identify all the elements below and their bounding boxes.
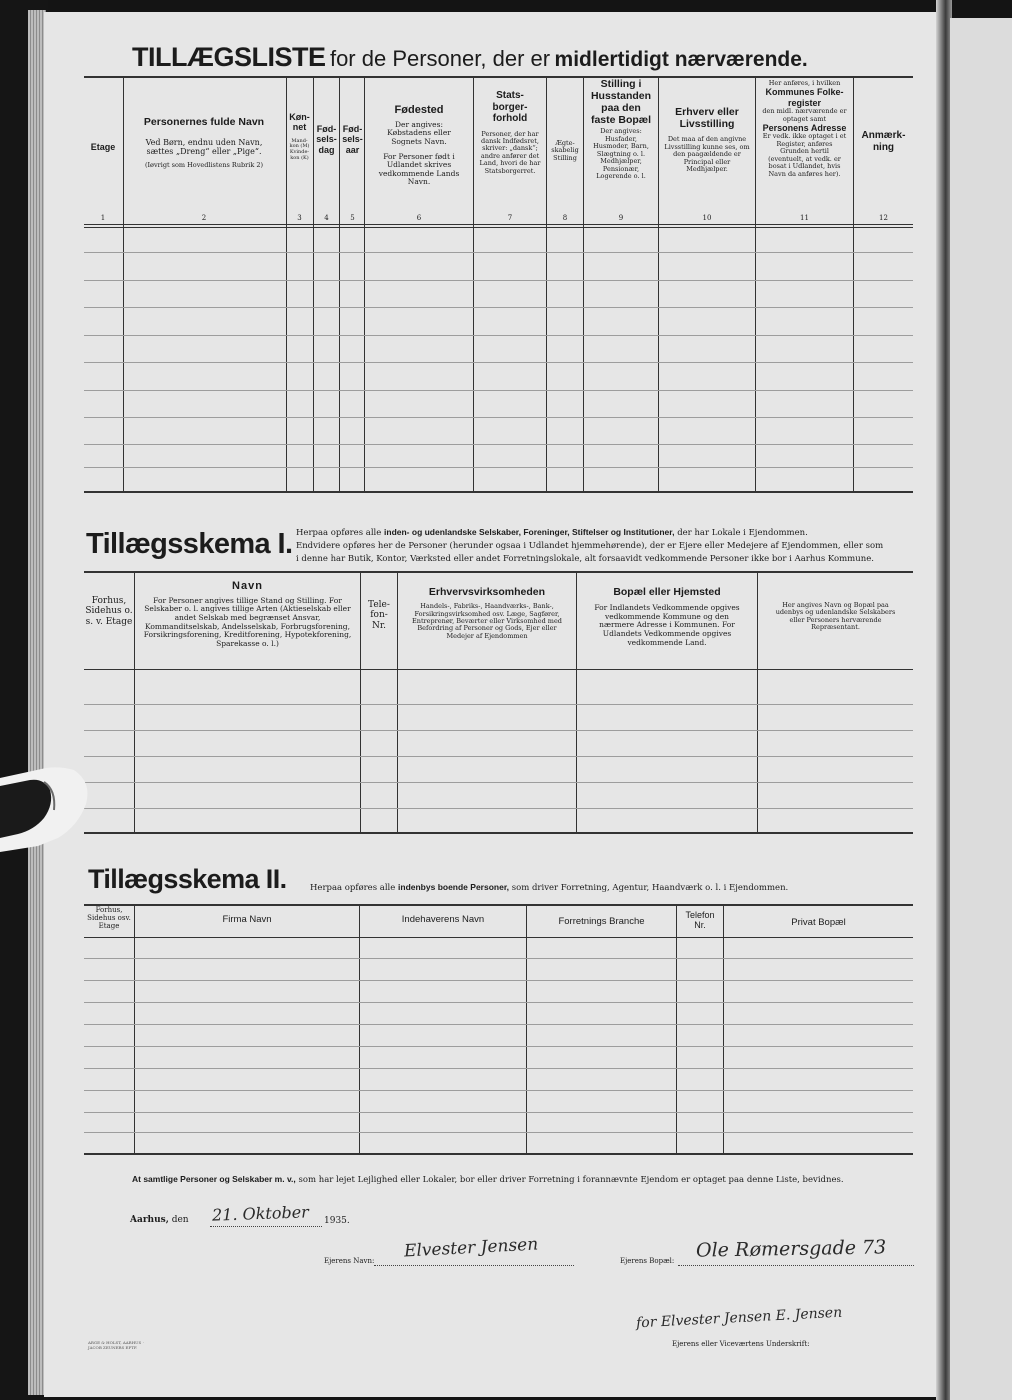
skema2-intro-c: som driver Forretning, Agentur, Haandværk o. l. i Ejendommen. [511,883,789,893]
t1-col5-num: 5 [350,214,355,222]
t1-col11-pre: Her anføres, i hvilken [768,79,841,87]
s1-col5-sub: For Indlandets Vedkommende opgives vedkommende Kommune og den nærmere Adresse i Kommunen. For Udlandets Vedkommende opgives vedkommende Land. [594,603,740,647]
skema2-top-rule [84,904,913,906]
t1cols-divider [546,76,547,491]
s1rows-row-line [84,704,913,705]
skema1-intro-1a: Herpaa opføres alle [296,528,382,538]
t1rows-row-line [84,252,913,253]
s2-col1-title: Forhus, Sidehus osv. Etage [87,906,131,931]
s2cols-divider [134,904,135,1153]
t1-col7-num: 7 [507,214,513,222]
skema1-intro-1c: der har Lokale i Ejendommen. [677,528,808,538]
s1rows-row-line [84,756,913,757]
declaration [132,1174,844,1185]
s1rows-row-line [84,782,913,783]
s1-col2-header [135,580,360,648]
skema2-intro-b: indenbys boende Personer, [398,882,510,892]
date-handwritten: 21. Oktober [211,1202,310,1225]
t1-col8-num: 8 [562,214,568,222]
s1-col2-sub: For Personer angives tillige Stand og Stilling. For Selskaber o. l. angives tillige Arten (Aktieselskab eller andet Selskab med begrænset Ansvar, Kommanditselskab, Andelsselskab, Forbrugsforening, Forsikringsforening, Kreditforening, Hypotekforening, Sparekasse o. l.) [143,595,352,648]
s1-col4-header [398,586,576,640]
t1-col2-header [124,116,284,170]
signature-label: Ejerens eller Viceværtens Underskrift: [672,1340,810,1348]
s2-col3-title: Indehaverens Navn [401,914,485,925]
s2-col4-title: Forretnings Branche [558,916,645,927]
t1-col1-num: 1 [100,214,106,222]
skema1-title: Tillægsskema I. [86,528,293,560]
skema2-intro-a: Herpaa opføres alle [310,883,396,893]
t1-col10-sub: Det maa af den angivne Livsstilling kunne ses, om den paagældende er Principal eller Medhjælper. [664,135,750,173]
t1-col6-sub: Der angives: Købstadens eller Sognets Navn. [387,119,451,146]
t1-col3-sub: Mand-kon (M) Kvinde-kon (K) [289,137,310,161]
table1-header-rule-2 [84,227,913,228]
title-bold-2: midlertidigt nærværende. [554,48,808,71]
t1-col8-sub: Ægte-skabelig Stilling [551,139,579,162]
year: 1935. [324,1216,350,1226]
skema2-header-rule [84,937,913,938]
s1-col1-title: Forhus, Sidehus o. s. v. Etage [85,596,133,627]
t1-col5-title: Fød-sels-aar [342,124,363,155]
date-dotline [210,1226,322,1227]
declaration-rest: som har lejet Lejlighed eller Lokaler, bor eller driver Forretning i forannævnte Ejendom er optaget paa denne Liste, bevidnes. [298,1175,844,1185]
t1-col2-title: Personernes fulde Navn [143,116,265,128]
t1rows-row-line [84,307,913,308]
t1-col3-title: Køn-net [289,112,310,133]
t1-col11-num: 11 [800,214,809,222]
t1-col6-header [365,104,473,187]
t1-col7-sub: Personer, der har dansk Indfødsret, skriver: „dansk“; andre anfører det Land, hvori de har Statsborgerret. [479,129,541,175]
t1-col3-header [287,112,312,162]
s1-col3-title: Tele-fon-Nr. [368,600,390,631]
s1rows-row-line [84,808,913,809]
t1-col2-num: 2 [201,214,207,222]
skema1-header-rule [84,669,913,670]
skema1-intro-1b: inden- og udenlandske Selskaber, Foreninger, Stiftelser og Institutioner, [384,527,675,537]
s1-col5-title: Bopæl eller Hjemsted [613,586,721,598]
skema1-intro-line1 [296,526,916,540]
printer-mark: ARGE & HOLST, AARHUS · JACOB ZEUNERS EFTF. [88,1340,144,1351]
skema1-intro [296,526,916,565]
table1-header-rule [84,224,913,225]
s2cols-divider [526,904,527,1153]
s2rows-row-line [84,1024,913,1025]
table1-bottom-rule [84,491,913,493]
t1-col11-title: Kommunes Folke-register [765,87,844,108]
t1-col1-title: Etage [90,142,116,152]
skema1-bottom-rule [84,832,913,834]
t1-col4-num: 4 [324,214,329,222]
t1-col12-num: 12 [879,214,888,222]
t1-col7-header [474,90,546,175]
s2rows-row-line [84,1002,913,1003]
s2rows-row-line [84,1068,913,1069]
den-label: den [171,1215,189,1225]
t1-col9-title: Stilling i Husstanden paa den faste Bopæl [590,78,652,127]
t1-col9-num: 9 [618,214,624,222]
date-line [130,1215,189,1225]
t1-col6-num: 6 [416,214,422,222]
owner-addr-handwritten: Ole Rømersgade 73 [695,1236,887,1262]
skema1-intro-line3: i denne har Butik, Kontor, Værksted eller andet Forretningslokale, alt forsaavidt vedkommende Personer ikke bor i Aarhus Kommune. [296,553,874,564]
signature-handwritten: for Elvester Jensen E. Jensen [635,1304,843,1332]
t1-col9-sub: Der angives: Husfader, Husmoder, Barn, Slægtning o. l. Medhjælper, Pensionær, Logerende o. l. [593,127,649,181]
t1-col3-num: 3 [297,214,302,222]
s2-col2-title: Firma Navn [222,914,272,925]
t1-col7-title: Stats-borger-forhold [492,90,528,124]
s2cols-divider [359,904,360,1153]
owner-addr-label: Ejerens Bopæl: [620,1257,675,1265]
s1rows-row-line [84,730,913,731]
s2rows-row-line [84,1046,913,1047]
s2rows-row-line [84,958,913,959]
skema1-intro-line2: Endvidere opføres her de Personer (herunder ogsaa i Udlandet hjemmehørende), der er Ejere eller Medejere af Ejendommen, eller som [296,540,884,551]
s1-col6-header [758,602,913,632]
t1-col11-title2: Personens Adresse [762,123,847,134]
t1rows-row-line [84,280,913,281]
s1-col6-sub: Her angives Navn og Bopæl paa udenbys og udenlandske Selskabers eller Personers herværende Repræsentant. [775,601,896,632]
owner-addr-dotline [678,1265,914,1266]
s1-col5-header [577,586,757,647]
t1-col11-mid: den midl. nærværende er optaget samt [762,107,847,123]
owner-name-label: Ejerens Navn: [324,1257,375,1265]
t1-col12-title: Anmærk-ning [861,130,906,153]
t1rows-row-line [84,444,913,445]
s1-col4-sub: Handels-, Fabriks-, Haandværks-, Bank-, Forsikringsvirksomhed osv. Læge, Sagfører, Entreprenør, Beværter eller Virksomhed med Befordring af Personer og Gods, Ejer eller Medejer af Ejendommen [412,602,562,640]
owner-name-dotline [374,1265,574,1266]
title-bold: TILLÆGSLISTE [132,42,326,72]
s2rows-row-line [84,1132,913,1133]
skema2-intro [310,882,788,893]
t1-col2-note: (Iøvrigt som Hovedlistens Rubrik 2) [144,161,264,170]
facing-page [950,18,1012,1400]
declaration-bold: At samtlige Personer og Selskaber m. v., [132,1174,296,1184]
t1rows-row-line [84,335,913,336]
skema2-title: Tillægsskema II. [88,864,287,894]
s2cols-divider [723,904,724,1153]
t1rows-row-line [84,417,913,418]
skema1-top-rule [84,571,913,573]
table1-top-rule [84,76,913,78]
owner-name-handwritten: Elvester Jensen [403,1234,539,1262]
register-page [44,12,938,1397]
list-title [132,42,808,73]
t1-col11-sub: Er vedk. ikke optaget i et Register, anføres Grunden hertil (eventuelt, at vedk. er bosat i Udlandet, hvis Navn da anføres her). [762,132,847,178]
t1-col11-header [756,80,853,178]
s2rows-row-line [84,1090,913,1091]
t1-col10-title: Erhverv eller Livsstilling [675,106,739,131]
t1-col10-num: 10 [702,214,712,222]
t1rows-row-line [84,467,913,468]
s2rows-row-line [84,980,913,981]
s2cols-divider [676,904,677,1153]
t1-col4-title: Fød-sels-dag [316,124,337,155]
s2-col6-title: Privat Bopæl [791,917,846,928]
binder-clip-icon [0,760,92,852]
title-middle: for de Personer, der er [329,46,551,71]
t1-col9-header [584,78,658,181]
s1-col4-title: Erhvervsvirksomheden [428,586,546,598]
t1rows-row-line [84,390,913,391]
s1-col2-title: Navn [232,580,263,592]
s2rows-row-line [84,1112,913,1113]
t1-col6-note: For Personer født i Udlandet skrives vedkommende Lands Navn. [378,151,460,187]
city: Aarhus, [130,1215,169,1225]
s2-col5-title: Telefon Nr. [685,910,715,931]
t1rows-row-line [84,362,913,363]
skema2-bottom-rule [84,1153,913,1155]
t1-col6-title: Fødested [394,104,444,116]
t1-col2-sub: Ved Børn, endnu uden Navn, sættes „Dreng“ eller „Pige“. [145,138,263,157]
t1-col10-header [659,106,755,173]
